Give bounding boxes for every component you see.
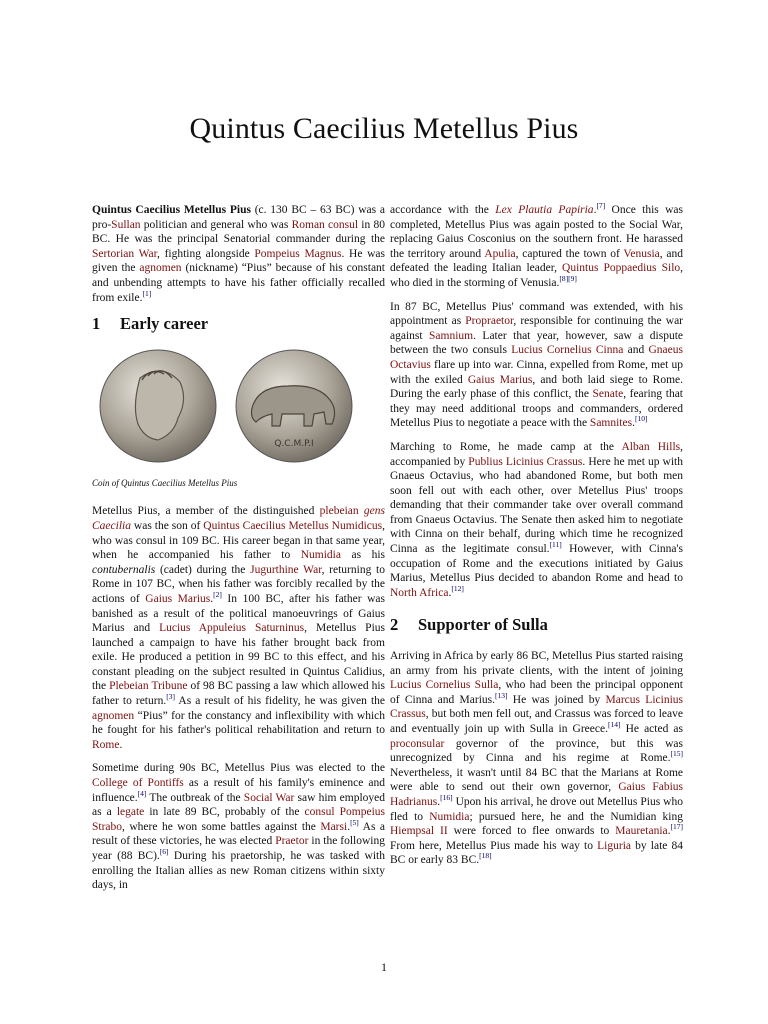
wiki-link[interactable]: Quintus Poppaedius Silo: [562, 262, 681, 275]
text-run: (nickname) “Pius” because of his constant and unbending attempts to have his father officially recalled from exile.: [92, 262, 385, 304]
text-run: , accompanied by: [390, 440, 683, 468]
wiki-link[interactable]: Gnaeus Octavius: [390, 344, 683, 371]
body-paragraph: [92, 504, 385, 752]
wiki-link[interactable]: Numidia: [300, 549, 341, 562]
citation-link[interactable]: [13]: [495, 690, 508, 700]
page-number: 1: [381, 960, 387, 974]
wiki-link[interactable]: proconsular: [390, 737, 445, 750]
wiki-link[interactable]: Social War: [243, 791, 295, 804]
wiki-link[interactable]: North Africa: [390, 586, 449, 599]
wiki-link[interactable]: Mauretania: [615, 825, 668, 838]
wiki-link[interactable]: Hiempsal II: [390, 825, 448, 838]
text-run: , who died in the storming of Venusia.: [390, 262, 684, 289]
early-career-paragraphs: [92, 504, 385, 892]
citation-link[interactable]: [7]: [596, 201, 606, 211]
section-heading-supporter-of-sulla: [390, 615, 683, 635]
wiki-link[interactable]: Sullan: [111, 218, 141, 231]
text-run: of 98 BC passing a law which allowed his father to return.: [92, 680, 385, 708]
wiki-link[interactable]: agnomen: [92, 709, 135, 722]
wiki-link[interactable]: Propraetor: [465, 315, 514, 328]
text-run: .: [437, 795, 441, 808]
text-run: was the son of: [130, 519, 204, 532]
text-run: flare up into war. Cinna, expelled from Rome, met up with the exiled: [390, 358, 683, 386]
citation-link[interactable]: [18]: [479, 851, 492, 861]
wiki-link[interactable]: Numidia: [429, 810, 470, 823]
wiki-link[interactable]: agnomen: [139, 262, 182, 275]
text-run: He acted as: [620, 723, 683, 735]
wiki-link[interactable]: Samnites: [589, 417, 633, 430]
text-run: in late 89 BC, probably of the: [144, 806, 305, 819]
wiki-link[interactable]: Rome: [92, 738, 120, 751]
citation-link[interactable]: [8][9]: [559, 274, 577, 284]
text-run: .: [593, 204, 597, 216]
text-run: Arriving in Africa by early 86 BC, Metellus Pius started raising an army from his private clients, with the intent of joining: [390, 650, 683, 677]
body-paragraph: [390, 440, 683, 601]
wiki-link[interactable]: Lex Plautia Papiria: [495, 204, 594, 216]
wiki-link[interactable]: Gaius Marius: [145, 592, 211, 605]
text-run: The outbreak of the: [146, 791, 244, 804]
text-run: , who was consul in 109 BC. His career began in that same year, when he accompanied his father to: [92, 519, 385, 562]
text-run: . He was given the: [92, 247, 386, 275]
coin-figure: [92, 348, 385, 468]
figure-caption: Coin of Quintus Caecilius Metellus Pius: [92, 477, 238, 488]
citation-link[interactable]: [11]: [549, 540, 562, 550]
citation-link[interactable]: [12]: [451, 584, 464, 594]
text-run: saw him employed as a: [92, 791, 385, 819]
text-run: .: [448, 586, 452, 599]
text-run: .: [119, 738, 123, 751]
text-run: ; pursued here, he and the Numidian king: [469, 810, 683, 823]
wiki-link[interactable]: Venusia: [623, 247, 660, 260]
wiki-link[interactable]: Lucius Cornelius Sulla: [390, 679, 499, 692]
citation-link[interactable]: [10]: [634, 414, 648, 424]
citation-link[interactable]: [15]: [670, 749, 683, 759]
body-paragraph: [390, 203, 683, 291]
text-run: . Later that year, however, saw a dispute between the two consuls: [390, 329, 683, 357]
wiki-link[interactable]: Liguria: [597, 839, 631, 852]
text-run: , and both laid siege to Rome. During the early phase of this conflict, the: [390, 373, 683, 401]
text-run: .: [347, 820, 351, 833]
text-run: Upon his arrival, he drove out Metellus Pius who fled to: [390, 795, 683, 823]
text-run: as a result of his family's eminence and influence.: [92, 777, 386, 804]
wiki-link[interactable]: Alban Hills: [621, 440, 681, 453]
text-run: , but both men fell out, and Crassus was forced to leave and eventually join up with Sulla in Greece.: [390, 708, 683, 735]
text-run: During his praetorship, he was tasked with enrolling the Italian allies as new Roman citizens within sixty days, in: [92, 850, 385, 892]
text-run: Metellus Pius, a member of the distinguished: [92, 505, 320, 518]
wiki-link[interactable]: Gaius Marius: [467, 373, 533, 386]
text-run: by late 84 BC or early 83 BC.: [390, 839, 683, 867]
wiki-link[interactable]: consul Pompeius Strabo: [92, 806, 385, 833]
citation-link[interactable]: [1]: [142, 288, 152, 298]
text-run: as his: [340, 549, 386, 562]
text-run: (c. 130 BC – 63 BC) was a pro-: [92, 204, 385, 231]
wiki-link[interactable]: Apulia: [484, 247, 516, 260]
text-run: governor of the province, but this was unrecognized by Cinna and his regime at Rome.: [390, 737, 683, 765]
text-run: in the following year (88 BC).: [92, 835, 385, 862]
text-run: In 100 BC, after his father was banished as a result of the political manoeuvrings of Gaius Marius and: [92, 592, 385, 635]
citation-link[interactable]: [17]: [670, 822, 683, 832]
text-run: , fearing that they may need additional troops and commanders, ordered Metellus Pius to negotiate a peace with the: [390, 388, 683, 430]
text-run: . Here he met up with Gnaeus Octavius, who had abandoned Rome, but both men soon fell out with each other, over Metellus Pius' troops demanding that their commander take over overall command from Gnaeus Octavius. The Senate then asked him to negotiate with Cinna on their behalf, during which time he recognized Cinna as the legitimate consul.: [390, 455, 684, 556]
text-run: .: [210, 592, 214, 605]
text-run: , captured the town of: [515, 247, 624, 260]
text-run: , and defeated the leading Italian leader,: [390, 247, 684, 275]
wiki-link[interactable]: legate: [116, 806, 145, 819]
wiki-link[interactable]: plebeian: [319, 505, 364, 518]
sulla-paragraphs: [390, 649, 683, 868]
text-run: politician and general who was: [140, 218, 292, 231]
wiki-link[interactable]: Lucius Appuleius Saturninus: [159, 622, 305, 635]
body-paragraph: [92, 203, 385, 305]
text-run: As a result of these victories, he was elected: [92, 820, 386, 848]
text-run: , where he won some battles against the: [122, 820, 321, 833]
coin-inscription: Q.C.M.P.I: [274, 438, 314, 449]
text-run: Nevertheless, it wasn't until 84 BC that the Marians at Rome were able to send out their own governor,: [390, 766, 683, 794]
text-run: (cadet) during the: [155, 563, 251, 576]
text-run: , returning to Rome in 107 BC, when his father was forcibly recalled by the actions of: [92, 563, 385, 605]
text-run: contubernalis: [92, 563, 156, 576]
body-paragraph: [390, 300, 683, 431]
wiki-link[interactable]: Sertorian War: [92, 247, 158, 260]
text-run: , Metellus Pius launched a campaign to have his father brought back from exile. He produced a petition in 99 BC to this effect, and his constant pleading on the subject resulted in Quintus Calidius, the: [92, 622, 386, 693]
citation-link[interactable]: [5]: [350, 817, 359, 827]
right-paragraphs: [390, 203, 683, 600]
wiki-link[interactable]: Pompeius Magnus: [254, 247, 342, 260]
wiki-link[interactable]: Quintus Caecilius Metellus Numidicus: [203, 519, 383, 532]
wiki-link[interactable]: Gaius Fabius Hadrianus: [390, 781, 684, 808]
body-paragraph: [92, 761, 385, 892]
wiki-link[interactable]: Jugurthine War: [250, 563, 322, 576]
text-run: In 87 BC, Metellus Pius' command was extended, with his appointment as: [390, 300, 683, 328]
body-paragraph: [390, 649, 683, 868]
wiki-link[interactable]: Marcus Licinius Crassus: [390, 693, 683, 721]
section-number: 1: [92, 314, 101, 334]
text-run: Once this was completed, Metellus Pius was again posted to the Social War, replacing Gaius Cosconius on the southern front. He harassed the territory around: [390, 204, 683, 260]
wiki-link[interactable]: College of Pontiffs: [92, 777, 184, 790]
text-run: He was joined by: [507, 693, 606, 706]
text-run: “Pius” for the constancy and inflexibility with which he fought for his father's political rehabilitation and return to: [92, 709, 385, 737]
wiki-link[interactable]: Roman consul: [291, 218, 359, 231]
text-run: , responsible for continuing the war against: [390, 315, 684, 342]
wiki-link[interactable]: Lucius Cornelius Cinna: [511, 344, 624, 357]
section-heading-early-career: [92, 314, 385, 334]
intro-paragraphs: [92, 203, 385, 305]
text-run: .: [632, 417, 635, 430]
page-title: Quintus Caecilius Metellus Pius: [189, 112, 579, 145]
text-run: accordance with the: [390, 204, 496, 216]
wiki-link[interactable]: Marsi: [320, 820, 348, 833]
wiki-link[interactable]: gens Caecilia: [92, 505, 386, 532]
text-run: Quintus Caecilius Metellus Pius: [92, 204, 251, 216]
text-run: Sometime during 90s BC, Metellus Pius was elected to the: [92, 762, 385, 775]
citation-link[interactable]: [4]: [137, 788, 147, 798]
text-run: As a result of his fidelity, he was given the: [174, 695, 386, 708]
text-run: From here, Metellus Pius made his way to: [390, 839, 598, 852]
text-run: were forced to flee onwards to: [447, 825, 616, 838]
citation-link[interactable]: [2]: [213, 590, 222, 600]
text-run: in 80 BC. He was the principal Senatorial commander during the: [92, 218, 385, 246]
text-run: , fighting alongside: [157, 247, 255, 260]
citation-link[interactable]: [16]: [440, 793, 453, 803]
left-column: [92, 203, 385, 902]
text-run: and: [623, 344, 649, 357]
text-run: However, with Cinna's occupation of Rome and the executions initiated by Gaius Marius, Metellus Pius decided to abandon Rome and head to: [390, 543, 683, 585]
citation-link[interactable]: [6]: [159, 847, 169, 857]
text-run: .: [667, 825, 671, 838]
wiki-link[interactable]: Samnium: [429, 329, 474, 342]
section-title: Early career: [120, 314, 209, 334]
coin-image: [92, 348, 385, 468]
wiki-link[interactable]: Praetor: [275, 835, 309, 848]
citation-link[interactable]: [14]: [607, 720, 621, 730]
wiki-link[interactable]: Publius Licinius Crassus: [468, 455, 583, 468]
citation-link[interactable]: [3]: [166, 692, 175, 702]
right-column: [390, 203, 683, 877]
wiki-link[interactable]: Senate: [592, 388, 624, 401]
section-number: 2: [390, 615, 399, 635]
section-title: Supporter of Sulla: [418, 615, 548, 635]
wiki-link[interactable]: Plebeian Tribune: [109, 680, 188, 693]
text-run: Marching to Rome, he made camp at the: [390, 440, 622, 453]
text-run: , who had been the principal opponent of Cinna and Marius.: [390, 679, 683, 706]
